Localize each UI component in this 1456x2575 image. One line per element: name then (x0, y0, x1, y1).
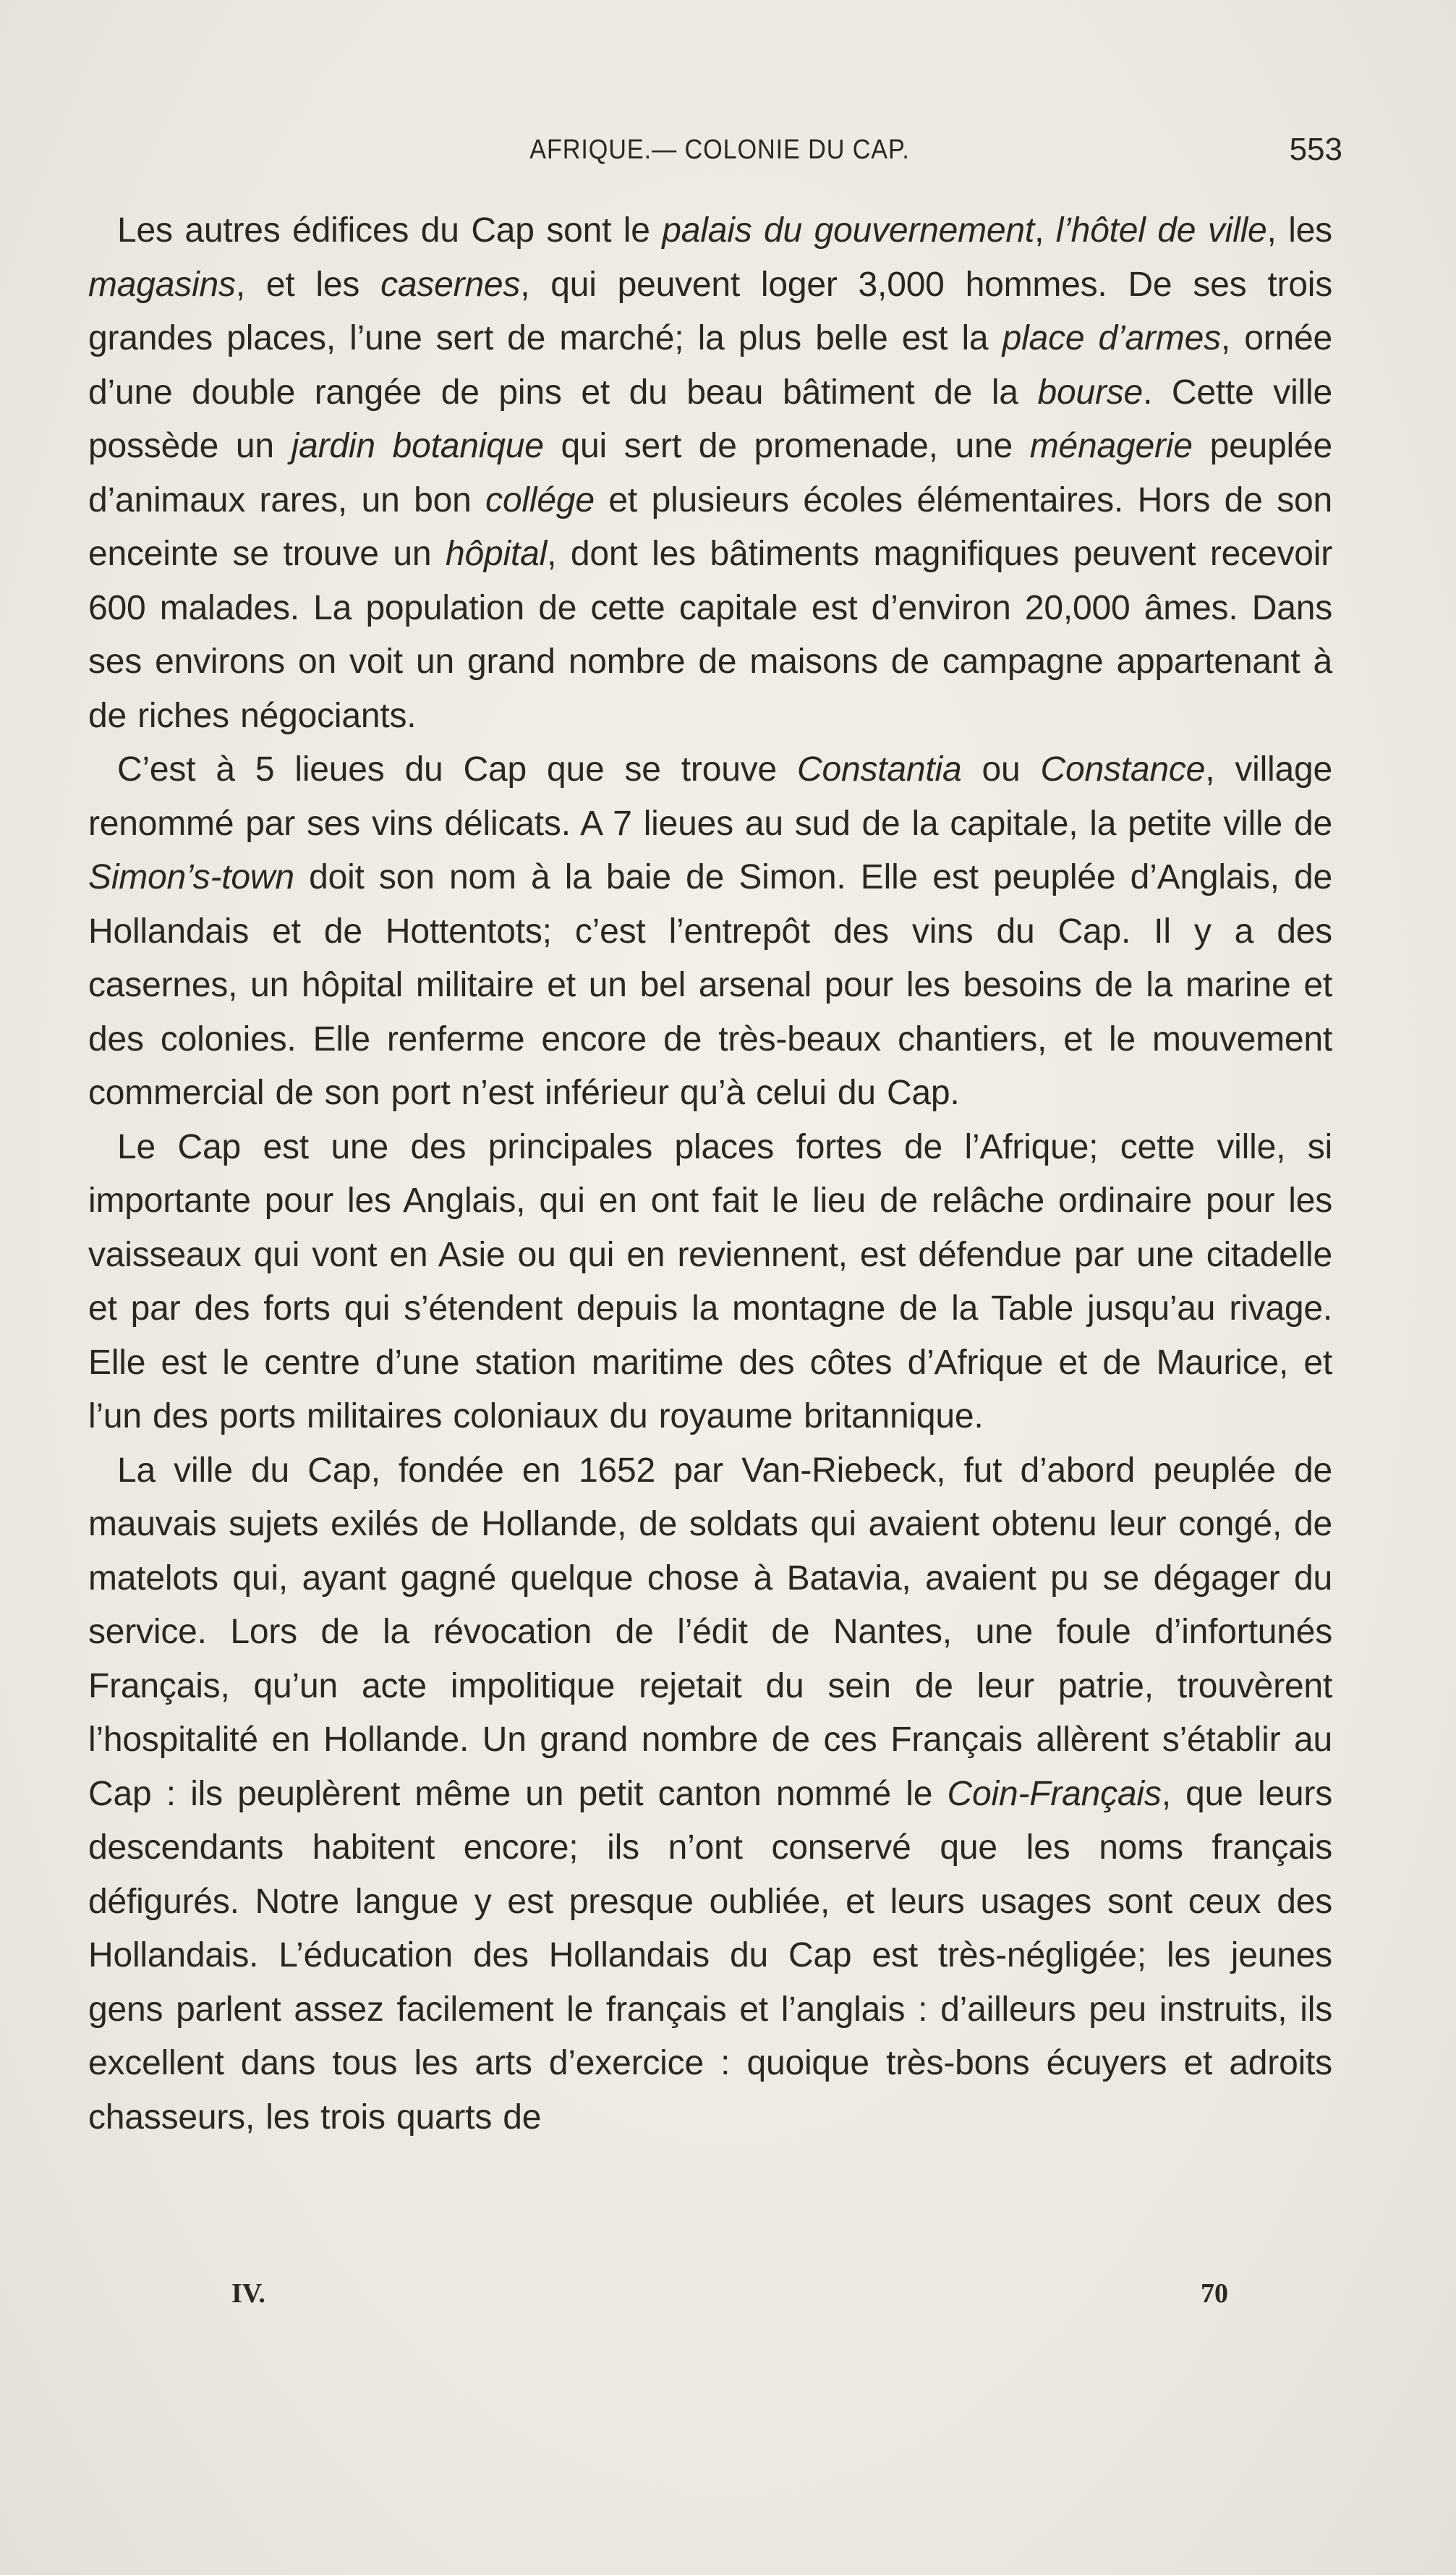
text-run: , qui peuvent loger 3,000 hommes. De ses trois grandes places, l’une sert de marché; la plus belle est la (88, 265, 1332, 357)
page-number: 553 (1289, 132, 1342, 167)
page-header (87, 132, 1353, 178)
text-run: ou (961, 750, 1041, 789)
text-run: , que leurs descendants habitent encore; ils n’ont conservé que les noms français défigurés. Notre langue y est presque oubliée, et leurs usages sont ceux des Hollandais. L’éducation des Hollandais du Cap est très-négligée; les jeunes gens parlent assez facilement le français et l’anglais : d’ailleurs peu instruits, ils excellent dans tous les arts d’exercice : quoique très-bons écuyers et adroits chasseurs, les trois quarts de (88, 1774, 1332, 2137)
text-run: et plusieurs écoles élémentaires. Hors de son enceinte se trouve un (88, 480, 1332, 573)
italic-term: Constantia (797, 750, 962, 789)
text-run: qui sert de promenade, une (543, 427, 1030, 465)
running-title: AFRIQUE.— COLONIE DU CAP. (529, 135, 910, 165)
italic-term: place d’armes (1002, 319, 1221, 357)
italic-term: ménagerie (1029, 427, 1193, 465)
paragraph (88, 204, 1332, 743)
text-run: , et les (235, 265, 381, 304)
text-run: C’est à 5 lieues du Cap que se trouve (117, 750, 798, 789)
text-run: Le Cap est une des principales places fortes de l’Afrique; cette ville, si importante pour les Anglais, qui en ont fait le lieu de relâche ordinaire pour les vaisseaux qui vont en Asie ou qui en reviennent, est défendue par une citadelle et par des forts qui s’étendent depuis la montagne de la Table jusqu’au rivage. Elle est le centre d’une station maritime des côtes d’Afrique et de Maurice, et l’un des ports militaires coloniaux du royaume britannique. (88, 1127, 1332, 1435)
paragraph (88, 1444, 1332, 2145)
italic-term: collége (485, 480, 595, 519)
text-run: La ville du Cap, fondée en 1652 par Van-Riebeck, fut d’abord peuplée de mauvais sujets exilés de Hollande, de soldats qui avaient obtenu leur congé, de matelots qui, ayant gagné quelque chose à Batavia, avaient pu se dégager du service. Lors de la révocation de l’édit de Nantes, une foule d’infortunés Français, qu’un acte impolitique rejetait du sein de leur patrie, trouvèrent l’hospitalité en Hollande. Un grand nombre de ces Français allèrent s’établir au Cap : ils peuplèrent même un petit canton nommé le (88, 1451, 1332, 1813)
page-footer (145, 2278, 1237, 2314)
italic-term: palais du gouvernement (662, 211, 1035, 250)
paragraph (88, 743, 1332, 1121)
text-run: peuplée d’animaux rares, un bon (88, 427, 1333, 519)
text-run: , village renommé par ses vins délicats. A 7 lieues au sud de la capitale, la petite ville de (88, 750, 1333, 843)
italic-term: bourse (1037, 373, 1144, 412)
sheet-number: 70 (1201, 2278, 1228, 2309)
italic-term: Constance (1040, 750, 1206, 789)
text-run: . Cette ville possède un (88, 373, 1332, 465)
italic-term: jardin botanique (291, 427, 544, 465)
text-run: Les autres édifices du Cap sont le (117, 211, 663, 250)
italic-term: l’hôtel de ville (1055, 211, 1267, 250)
text-run: , ornée d’une double rangée de pins et du beau bâtiment de la (88, 319, 1332, 412)
italic-term: magasins (88, 265, 236, 304)
paragraph (88, 1121, 1332, 1444)
text-run: , dont les bâtiments magnifiques peuvent recevoir 600 malades. La population de cette capitale est d’environ 20,000 âmes. Dans ses environs on voit un grand nombre de maisons de campagne appartenant à de riches négociants. (88, 535, 1332, 735)
italic-term: casernes (380, 265, 521, 304)
text-run: , les (1266, 211, 1332, 250)
text-run: doit son nom à la baie de Simon. Elle est peuplée d’Anglais, de Hollandais et de Hottentots; c’est l’entrepôt des vins du Cap. Il y a des casernes, un hôpital militaire et un bel arsenal pour les besoins de la marine et des colonies. Elle renferme encore de très-beaux chantiers, et le mouvement commercial de son port n’est inférieur qu’à celui du Cap. (88, 858, 1332, 1112)
text-run: , (1034, 211, 1056, 250)
volume-signature: IV. (231, 2278, 265, 2309)
italic-term: Coin-Français (947, 1774, 1162, 1813)
body-text (88, 204, 1332, 2145)
italic-term: Simon’s-town (88, 858, 294, 896)
italic-term: hôpital (446, 535, 548, 573)
